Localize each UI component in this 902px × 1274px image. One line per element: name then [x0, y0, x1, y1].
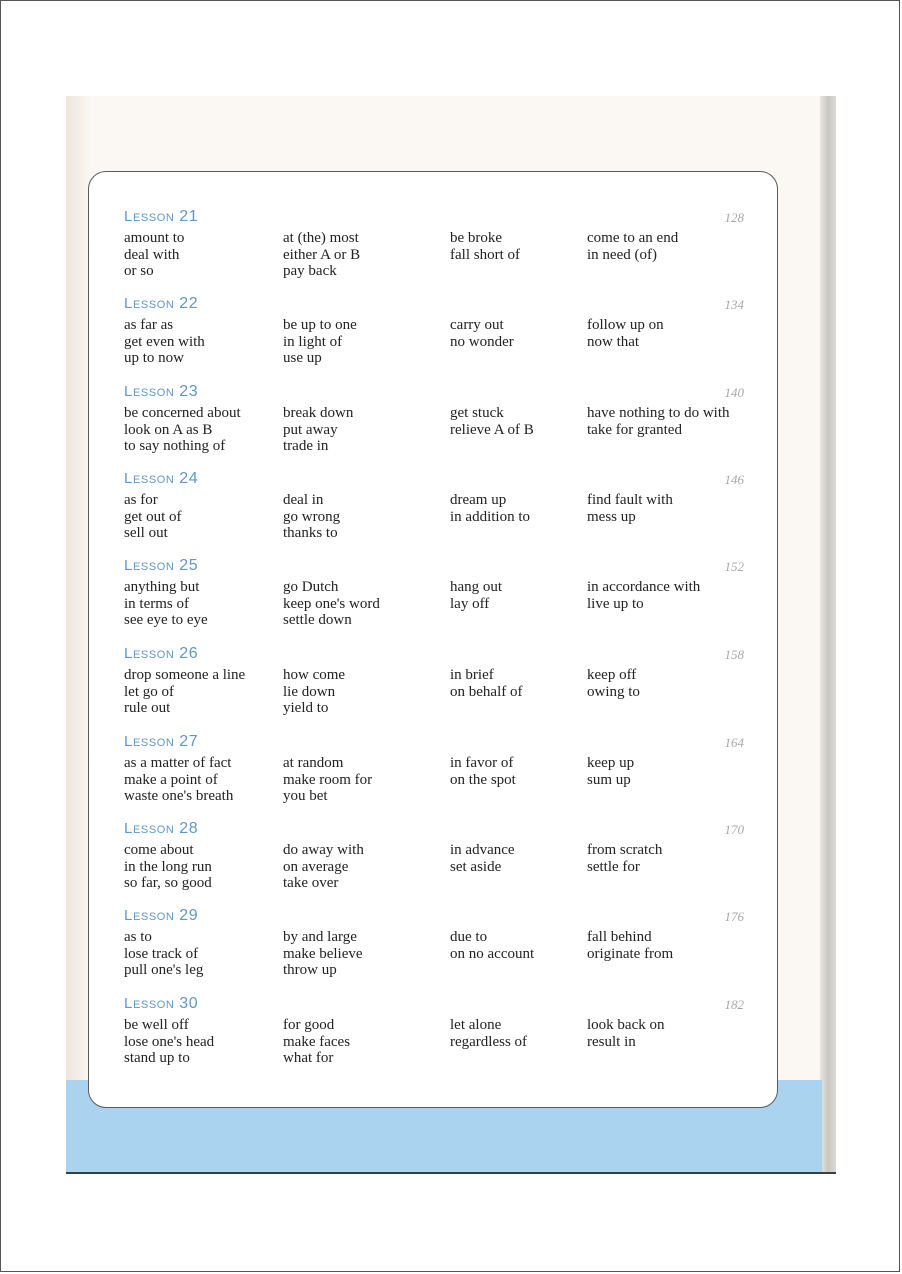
lesson-heading: [124, 645, 198, 663]
phrase-column: [283, 230, 360, 280]
lesson-number: 24: [179, 470, 199, 487]
phrase-item: from scratch: [587, 842, 663, 858]
phrase-column: [283, 317, 357, 367]
lesson-heading: [124, 208, 198, 226]
lesson-block: [124, 645, 744, 719]
phrase-column: [124, 1017, 214, 1067]
phrase-column: [587, 579, 700, 612]
phrase-column: [450, 579, 502, 612]
phrase-item: have nothing to do with: [587, 405, 730, 421]
lesson-heading-label: Lesson: [124, 557, 175, 574]
phrase-columns: [124, 667, 744, 719]
phrase-columns: [124, 579, 744, 631]
lesson-number: 27: [179, 733, 199, 750]
phrase-item: yield to: [283, 700, 329, 716]
phrase-item: drop someone a line: [124, 667, 246, 683]
lesson-page-number: 146: [724, 472, 744, 487]
phrase-item: live up to: [587, 595, 644, 612]
phrase-item: on no account: [450, 945, 535, 962]
lesson-heading: [124, 733, 198, 751]
lesson-page-number: 182: [724, 997, 744, 1012]
phrase-column: [587, 667, 640, 700]
phrase-item: now that: [587, 333, 640, 350]
phrase-column: [587, 405, 730, 438]
phrase-column: [124, 317, 205, 367]
lesson-number: 30: [179, 995, 199, 1012]
phrase-item: on average: [283, 858, 349, 875]
phrase-column: [124, 492, 182, 542]
phrase-item: in favor of: [450, 755, 514, 771]
lesson-block: [124, 383, 744, 457]
phrase-column: [124, 842, 212, 892]
lesson-heading-label: Lesson: [124, 383, 175, 400]
phrase-column: [450, 755, 516, 788]
phrase-item: see eye to eye: [124, 612, 208, 628]
phrase-item: in the long run: [124, 858, 212, 875]
phrase-item: take for granted: [587, 421, 682, 438]
phrase-item: lie down: [283, 683, 336, 700]
lesson-number: 28: [179, 820, 199, 837]
phrase-item: make believe: [283, 945, 363, 962]
phrase-column: [124, 929, 203, 979]
phrase-item: be concerned about: [124, 405, 241, 421]
lesson-heading-label: Lesson: [124, 820, 175, 837]
phrase-item: fall behind: [587, 929, 652, 945]
lesson-heading: [124, 995, 198, 1013]
phrase-item: anything but: [124, 579, 200, 595]
phrase-item: in accordance with: [587, 579, 701, 595]
phrase-item: by and large: [283, 929, 357, 945]
phrase-columns: [124, 317, 744, 369]
phrase-item: up to now: [124, 350, 184, 366]
phrase-item: or so: [124, 263, 154, 279]
phrase-column: [283, 842, 364, 892]
lesson-heading: [124, 295, 198, 313]
lesson-header: [124, 995, 744, 1015]
lesson-heading: [124, 557, 198, 575]
phrase-item: in addition to: [450, 508, 530, 525]
phrase-item: go Dutch: [283, 579, 339, 595]
phrase-item: be broke: [450, 230, 503, 246]
phrase-item: make a point of: [124, 771, 218, 788]
phrase-item: let alone: [450, 1017, 502, 1033]
phrase-item: result in: [587, 1033, 636, 1050]
phrase-item: take over: [283, 875, 339, 891]
phrase-item: hang out: [450, 579, 503, 595]
lesson-block: [124, 995, 744, 1069]
phrase-item: in light of: [283, 333, 343, 350]
lesson-header: [124, 295, 744, 315]
lesson-page-number: 158: [724, 647, 744, 662]
phrase-item: sum up: [587, 771, 631, 788]
lesson-page-number: 134: [724, 297, 744, 312]
phrase-item: settle down: [283, 612, 352, 628]
phrase-column: [450, 405, 534, 438]
phrase-item: due to: [450, 929, 488, 945]
phrase-column: [124, 755, 233, 805]
phrase-item: settle for: [587, 858, 640, 875]
lesson-heading: [124, 470, 198, 488]
phrase-item: deal in: [283, 492, 324, 508]
phrase-column: [450, 842, 515, 875]
phrase-item: fall short of: [450, 246, 520, 263]
phrase-item: trade in: [283, 438, 329, 454]
lesson-number: 25: [179, 557, 199, 574]
lesson-heading-label: Lesson: [124, 208, 175, 225]
lesson-page-number: 140: [724, 385, 744, 400]
phrase-item: as to: [124, 929, 152, 945]
lesson-block: [124, 820, 744, 894]
lesson-heading-label: Lesson: [124, 995, 175, 1012]
phrase-item: carry out: [450, 317, 504, 333]
phrase-column: [450, 317, 514, 350]
phrase-item: owing to: [587, 683, 640, 700]
phrase-column: [283, 405, 353, 455]
phrase-item: waste one's breath: [124, 788, 234, 804]
phrase-column: [587, 1017, 664, 1050]
phrase-column: [450, 492, 530, 525]
phrase-column: [283, 929, 363, 979]
lesson-number: 29: [179, 907, 199, 924]
phrase-item: at random: [283, 755, 344, 771]
phrase-item: amount to: [124, 230, 185, 246]
phrase-item: be well off: [124, 1017, 189, 1033]
lesson-heading: [124, 907, 198, 925]
phrase-item: as for: [124, 492, 158, 508]
phrase-item: find fault with: [587, 492, 673, 508]
phrase-item: no wonder: [450, 333, 514, 350]
phrase-column: [450, 929, 534, 962]
phrase-item: you bet: [283, 788, 328, 804]
phrase-column: [124, 230, 184, 280]
phrase-item: keep one's word: [283, 595, 380, 612]
phrase-item: set aside: [450, 858, 502, 875]
phrase-item: get out of: [124, 508, 182, 525]
phrase-column: [124, 405, 241, 455]
lesson-number: 23: [179, 383, 199, 400]
lesson-block: [124, 208, 744, 282]
phrase-item: look on A as B: [124, 421, 213, 438]
lesson-header: [124, 733, 744, 753]
lesson-header: [124, 645, 744, 665]
phrase-item: for good: [283, 1017, 335, 1033]
phrase-item: thanks to: [283, 525, 338, 541]
phrase-item: do away with: [283, 842, 364, 858]
phrase-item: originate from: [587, 945, 674, 962]
lesson-block: [124, 557, 744, 631]
lesson-block: [124, 470, 744, 544]
phrase-item: regardless of: [450, 1033, 528, 1050]
phrase-column: [124, 579, 208, 629]
lesson-number: 22: [179, 295, 199, 312]
phrase-item: put away: [283, 421, 338, 438]
phrase-column: [587, 317, 664, 350]
phrase-columns: [124, 842, 744, 894]
phrase-column: [283, 667, 345, 717]
phrase-column: [450, 230, 520, 263]
phrase-item: go wrong: [283, 508, 341, 525]
lesson-page-number: 128: [724, 210, 744, 225]
phrase-item: on the spot: [450, 771, 516, 788]
phrase-columns: [124, 230, 744, 282]
lesson-page-number: 176: [724, 909, 744, 924]
phrase-item: come about: [124, 842, 194, 858]
phrase-item: on behalf of: [450, 683, 523, 700]
phrase-column: [587, 842, 662, 875]
phrase-column: [283, 1017, 350, 1067]
phrase-item: sell out: [124, 525, 168, 541]
lesson-heading: [124, 820, 198, 838]
phrase-item: look back on: [587, 1017, 665, 1033]
phrase-item: come to an end: [587, 230, 679, 246]
lesson-block: [124, 295, 744, 369]
phrase-item: throw up: [283, 962, 337, 978]
phrase-item: either A or B: [283, 246, 361, 263]
lesson-header: [124, 208, 744, 228]
lesson-header: [124, 907, 744, 927]
lesson-number: 21: [179, 208, 199, 225]
phrase-item: mess up: [587, 508, 636, 525]
lesson-header: [124, 470, 744, 490]
phrase-item: pull one's leg: [124, 962, 204, 978]
phrase-item: make faces: [283, 1033, 351, 1050]
phrase-item: in terms of: [124, 595, 189, 612]
lesson-page-number: 164: [724, 735, 744, 750]
phrase-item: stand up to: [124, 1050, 190, 1066]
lesson-header: [124, 557, 744, 577]
phrase-item: be up to one: [283, 317, 357, 333]
phrase-item: so far, so good: [124, 875, 212, 891]
footer-line: [66, 1172, 836, 1174]
phrase-item: break down: [283, 405, 354, 421]
phrase-item: to say nothing of: [124, 438, 226, 454]
phrase-item: use up: [283, 350, 322, 366]
phrase-column: [587, 755, 634, 788]
lesson-heading: [124, 383, 198, 401]
lesson-page-number: 152: [724, 559, 744, 574]
lesson-header: [124, 820, 744, 840]
phrase-item: at (the) most: [283, 230, 359, 246]
lesson-heading-label: Lesson: [124, 645, 175, 662]
lesson-heading-label: Lesson: [124, 907, 175, 924]
phrase-item: in need (of): [587, 246, 657, 263]
phrase-column: [124, 667, 245, 717]
phrase-item: as a matter of fact: [124, 755, 232, 771]
lesson-heading-label: Lesson: [124, 733, 175, 750]
lesson-block: [124, 907, 744, 981]
phrase-item: lose one's head: [124, 1033, 215, 1050]
phrase-item: how come: [283, 667, 346, 683]
phrase-item: dream up: [450, 492, 507, 508]
phrase-columns: [124, 755, 744, 807]
phrase-column: [450, 667, 522, 700]
phrase-column: [283, 579, 380, 629]
phrase-columns: [124, 492, 744, 544]
phrase-columns: [124, 929, 744, 981]
lesson-page-number: 170: [724, 822, 744, 837]
phrase-item: keep up: [587, 755, 635, 771]
phrase-item: follow up on: [587, 317, 664, 333]
phrase-column: [587, 492, 673, 525]
page-edge: [820, 96, 836, 1174]
lesson-heading-label: Lesson: [124, 470, 175, 487]
phrase-column: [283, 755, 372, 805]
phrase-columns: [124, 1017, 744, 1069]
phrase-item: get stuck: [450, 405, 504, 421]
phrase-item: get even with: [124, 333, 205, 350]
phrase-item: deal with: [124, 246, 180, 263]
phrase-item: lay off: [450, 595, 490, 612]
phrase-column: [283, 492, 340, 542]
phrase-item: relieve A of B: [450, 421, 534, 438]
phrase-column: [450, 1017, 527, 1050]
phrase-columns: [124, 405, 744, 457]
phrase-item: in brief: [450, 667, 494, 683]
phrase-column: [587, 230, 678, 263]
phrase-item: in advance: [450, 842, 515, 858]
phrase-item: keep off: [587, 667, 637, 683]
phrase-item: let go of: [124, 683, 174, 700]
phrase-column: [587, 929, 673, 962]
lesson-header: [124, 383, 744, 403]
phrase-item: what for: [283, 1050, 334, 1066]
lesson-block: [124, 733, 744, 807]
phrase-item: lose track of: [124, 945, 199, 962]
phrase-item: rule out: [124, 700, 171, 716]
lesson-heading-label: Lesson: [124, 295, 175, 312]
phrase-item: pay back: [283, 263, 337, 279]
phrase-item: as far as: [124, 317, 174, 333]
lesson-number: 26: [179, 645, 199, 662]
phrase-item: make room for: [283, 771, 373, 788]
